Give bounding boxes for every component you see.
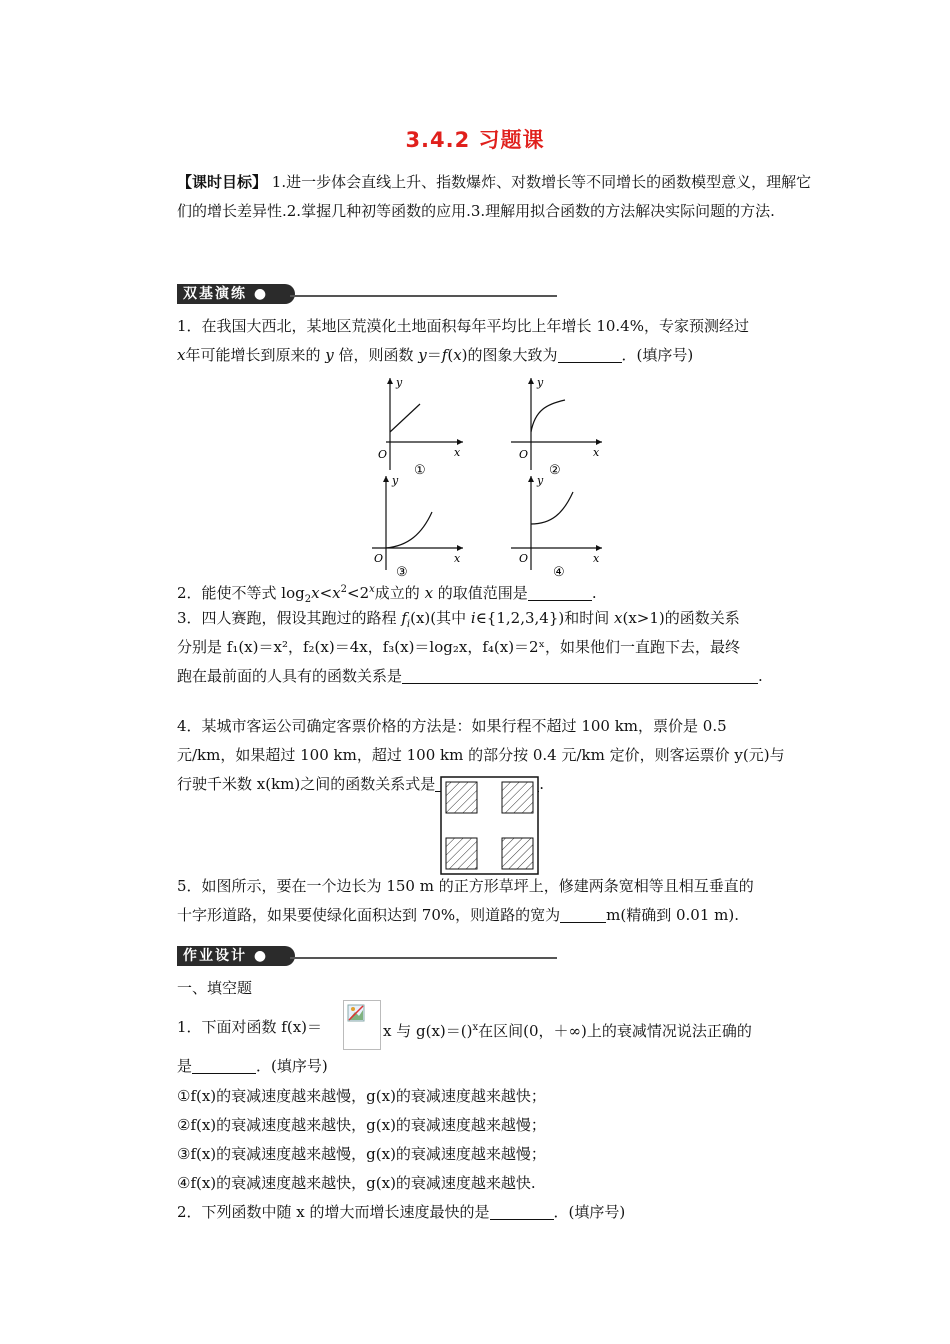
hw1-option-3: ③f(x)的衰减速度越来越慢，g(x)的衰减速度越来越慢； bbox=[177, 1145, 546, 1163]
svg-text:O: O bbox=[519, 448, 529, 461]
svg-text:y: y bbox=[537, 376, 544, 389]
section-banner-label: 双基演练 bbox=[183, 286, 247, 302]
answer-blank[interactable] bbox=[192, 1057, 256, 1074]
banner-rule bbox=[290, 295, 557, 297]
svg-text:x: x bbox=[593, 552, 600, 565]
section-banner-homework bbox=[177, 946, 295, 966]
svg-text:y: y bbox=[396, 376, 403, 389]
answer-blank[interactable] bbox=[558, 346, 622, 363]
svg-text:O: O bbox=[378, 448, 388, 461]
svg-text:O: O bbox=[374, 552, 384, 565]
objectives-label: 【课时目标】 bbox=[177, 173, 268, 191]
subhead-fill-blank: 一、填空题 bbox=[177, 979, 253, 997]
graph-3-curve bbox=[386, 512, 432, 548]
answer-blank[interactable] bbox=[560, 906, 606, 923]
q5-line2: 十字形道路，如果要使绿化面积达到 70%，则道路的宽为 m(精确到 0.01 m). bbox=[177, 906, 739, 924]
bullet-dot-icon: ● bbox=[253, 948, 269, 964]
answer-blank[interactable] bbox=[528, 584, 592, 601]
svg-text:O: O bbox=[519, 552, 529, 565]
graph-4-curve bbox=[531, 492, 573, 524]
hw2-line: 2．下列函数中随 x 的增大而增长速度最快的是 ．(填序号) bbox=[177, 1203, 626, 1221]
answer-blank[interactable] bbox=[490, 1203, 554, 1220]
banner-rule bbox=[290, 957, 557, 959]
q3-line1: 3．四人赛跑，假设其跑过的路程 $f_i(x)$(其中 i∈{1,2,3,4})和时间 x(x>1)的函数关系 bbox=[177, 609, 740, 630]
svg-text:②: ② bbox=[549, 463, 561, 476]
hw1-line1-a: 1．下面对函数 f(x)＝ bbox=[177, 1018, 323, 1036]
lawn-cross-figure bbox=[440, 776, 540, 876]
svg-text:x: x bbox=[454, 552, 461, 565]
page-title: 3.4.2 习题课 bbox=[405, 128, 545, 152]
graph-1-curve bbox=[390, 404, 420, 432]
section-banner-label: 作业设计 bbox=[183, 948, 247, 964]
svg-text:x: x bbox=[454, 446, 461, 459]
q4-line2: 元/km，如果超过 100 km，超过 100 km 的部分按 0.4 元/km 定价，则客运票价 y(元)与 bbox=[177, 746, 785, 764]
svg-text:④: ④ bbox=[553, 565, 565, 578]
q1-line1: 1．在我国大西北，某地区荒漠化土地面积每年平均比上年增长 10.4%，专家预测经过 bbox=[177, 317, 749, 335]
svg-text:y: y bbox=[392, 474, 399, 487]
bullet-dot-icon: ● bbox=[253, 286, 269, 302]
lesson-objectives bbox=[177, 168, 817, 226]
graph-3 bbox=[368, 472, 468, 578]
graph-2-curve bbox=[531, 400, 565, 432]
hw1-option-4: ④f(x)的衰减速度越来越快，g(x)的衰减速度越来越快. bbox=[177, 1174, 536, 1192]
svg-text:y: y bbox=[537, 474, 544, 487]
hw1-line2: 是 ．(填序号) bbox=[177, 1057, 328, 1075]
answer-blank[interactable] bbox=[402, 667, 758, 684]
q4-line3: 行驶千米数 x(km)之间的函数关系式是 . bbox=[177, 775, 545, 793]
q3-line2: 分别是 f₁(x)＝x²，f₂(x)＝4x，f₃(x)＝log₂x，f₄(x)＝2ˣ，如果他们一直跑下去，最终 bbox=[177, 638, 740, 656]
broken-image-icon bbox=[343, 1000, 381, 1050]
hw1-option-1: ①f(x)的衰减速度越来越慢，g(x)的衰减速度越来越快； bbox=[177, 1087, 546, 1105]
svg-text:x: x bbox=[593, 446, 600, 459]
q4-line1: 4．某城市客运公司确定客票价格的方法是：如果行程不超过 100 km，票价是 0.5 bbox=[177, 717, 727, 735]
svg-text:③: ③ bbox=[396, 565, 408, 578]
q2-line: 2．能使不等式 $\log_2x<x^2<2^x$成立的 x 的取值范围是 . bbox=[177, 584, 597, 605]
q1-line2: x年可能增长到原来的 y 倍，则函数 y＝f(x)的图象大致为 ．(填序号) bbox=[177, 346, 694, 364]
section-banner-practice bbox=[177, 284, 295, 304]
graph-1 bbox=[368, 374, 468, 476]
svg-text:①: ① bbox=[414, 463, 426, 476]
graph-2 bbox=[507, 374, 607, 476]
graph-4 bbox=[507, 472, 607, 578]
q5-line1: 5．如图所示，要在一个边长为 150 m 的正方形草坪上，修建两条宽相等且相互垂直的 bbox=[177, 877, 754, 895]
q3-line3: 跑在最前面的人具有的函数关系是 . bbox=[177, 667, 763, 685]
hw1-option-2: ②f(x)的衰减速度越来越快，g(x)的衰减速度越来越慢； bbox=[177, 1116, 546, 1134]
objectives-text: 1.进一步体会直线上升、指数爆炸、对数增长等不同增长的函数模型意义，理解它们的增长差异性.2.掌握几种初等函数的应用.3.理解用拟合函数的方法解决实际问题的方法. bbox=[177, 173, 812, 220]
hw1-line1-b: x 与 g(x)＝()$^x$在区间(0，＋∞)上的衰减情况说法正确的 bbox=[383, 1022, 752, 1040]
